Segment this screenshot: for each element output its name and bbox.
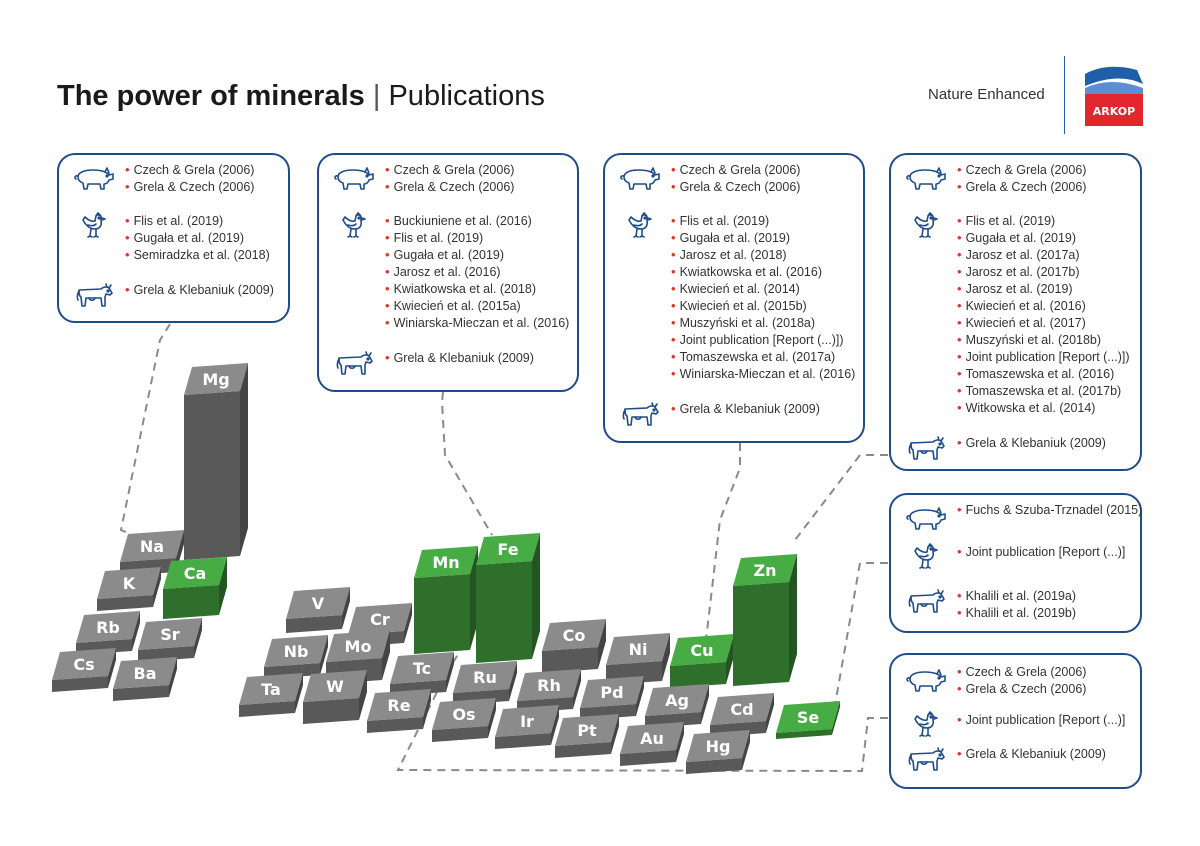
- reference-text: Flis et al. (2019): [133, 214, 224, 228]
- reference-item: [125, 161, 254, 179]
- tile-label: Sr: [160, 625, 180, 644]
- pig-icon: [903, 505, 949, 533]
- reference-text: Flis et al. (2019): [393, 231, 484, 245]
- bullet: •: [957, 179, 962, 194]
- tile-label: Ru: [473, 668, 497, 687]
- tile-front: [542, 647, 598, 673]
- element-tile-fe: [476, 533, 540, 663]
- bullet: •: [957, 162, 962, 177]
- poultry-icon: [903, 711, 949, 739]
- reference-item: [957, 314, 1086, 332]
- element-tile-au: [620, 722, 684, 766]
- reference-item: [671, 246, 787, 264]
- reference-text: Witkowska et al. (2014): [965, 401, 1096, 415]
- bullet: •: [957, 435, 962, 450]
- reference-text: Jarosz et al. (2018): [679, 248, 787, 262]
- poultry-icon: [903, 543, 949, 571]
- tile-label: Cs: [73, 655, 95, 674]
- tile-label: Os: [452, 705, 476, 724]
- tile-label: Pd: [600, 683, 624, 702]
- bullet: •: [957, 664, 962, 679]
- cattle-icon: [903, 745, 949, 773]
- reference-text: Grela & Klebaniuk (2009): [965, 436, 1106, 450]
- bullet: •: [957, 544, 962, 559]
- bullet: •: [957, 213, 962, 228]
- tile-label: Mg: [202, 370, 230, 389]
- bullet: •: [385, 247, 390, 262]
- pig-icon: [71, 165, 117, 193]
- bullet: •: [385, 350, 390, 365]
- tile-label: W: [326, 677, 344, 696]
- reference-item: [957, 434, 1106, 452]
- reference-text: Flis et al. (2019): [679, 214, 770, 228]
- element-tile-pt: [555, 714, 619, 758]
- reference-item: [957, 745, 1106, 763]
- reference-text: Winiarska-Mieczan et al. (2016): [393, 316, 570, 330]
- box-ca: [57, 153, 290, 323]
- bullet: •: [957, 332, 962, 347]
- reference-item: [385, 263, 501, 281]
- tile-front: [670, 662, 726, 688]
- tile-front: [184, 391, 240, 560]
- element-tile-ta: [239, 673, 303, 717]
- reference-item: [125, 229, 244, 247]
- reference-item: [957, 365, 1114, 383]
- box-fe-mn: [317, 153, 579, 392]
- pig-icon: [903, 667, 949, 695]
- bullet: •: [671, 401, 676, 416]
- bullet: •: [385, 264, 390, 279]
- reference-text: Gugała et al. (2019): [133, 231, 245, 245]
- reference-item: [125, 212, 223, 230]
- tile-label: Cu: [690, 641, 714, 660]
- reference-text: Grela & Czech (2006): [133, 180, 255, 194]
- bullet: •: [957, 746, 962, 761]
- reference-text: Czech & Grela (2006): [133, 163, 255, 177]
- element-tile-hg: [686, 730, 750, 774]
- element-tile-ca: [163, 557, 227, 619]
- reference-text: Grela & Klebaniuk (2009): [965, 747, 1106, 761]
- tile-label: Hg: [705, 737, 731, 756]
- tile-label: Rh: [537, 676, 561, 695]
- element-tile-ag: [645, 684, 709, 728]
- tile-label: Ir: [520, 712, 534, 731]
- reference-item: [671, 212, 769, 230]
- element-tile-nb: [264, 635, 328, 679]
- reference-item: [385, 314, 569, 332]
- tile-label: Zn: [753, 561, 777, 580]
- reference-item: [957, 543, 1125, 561]
- reference-text: Flis et al. (2019): [965, 214, 1056, 228]
- reference-item: [957, 178, 1086, 196]
- element-tile-ba: [113, 657, 177, 701]
- bullet: •: [671, 179, 676, 194]
- reference-text: Grela & Czech (2006): [965, 180, 1087, 194]
- reference-item: [385, 349, 534, 367]
- bullet: •: [957, 383, 962, 398]
- reference-item: [125, 178, 254, 196]
- reference-item: [385, 161, 514, 179]
- bullet: •: [957, 605, 962, 620]
- bullet: •: [385, 281, 390, 296]
- cattle-icon: [903, 434, 949, 462]
- bullet: •: [957, 298, 962, 313]
- element-tile-pd: [580, 676, 644, 720]
- bullet: •: [957, 230, 962, 245]
- element-tile-mn: [414, 546, 478, 654]
- element-tile-w: [303, 670, 367, 724]
- reference-text: Jarosz et al. (2019): [965, 282, 1073, 296]
- reference-text: Tomaszewska et al. (2017a): [679, 350, 836, 364]
- bullet: •: [671, 230, 676, 245]
- reference-item: [385, 229, 483, 247]
- reference-text: Joint publication [Report (...)]): [679, 333, 844, 347]
- reference-item: [671, 314, 815, 332]
- bullet: •: [671, 366, 676, 381]
- reference-item: [957, 331, 1101, 349]
- bullet: •: [125, 230, 130, 245]
- tile-label: Ca: [183, 564, 207, 583]
- tile-label: Nb: [283, 642, 309, 661]
- reference-text: Kwiecień et al. (2014): [679, 282, 800, 296]
- reference-item: [957, 229, 1076, 247]
- reference-text: Jarosz et al. (2017b): [965, 265, 1080, 279]
- bullet: •: [385, 179, 390, 194]
- bullet: •: [385, 298, 390, 313]
- poultry-icon: [617, 212, 663, 240]
- reference-item: [385, 178, 514, 196]
- reference-text: Buckiuniene et al. (2016): [393, 214, 532, 228]
- reference-text: Kwiatkowska et al. (2016): [679, 265, 822, 279]
- reference-item: [671, 263, 822, 281]
- bullet: •: [957, 712, 962, 727]
- box-se: [889, 653, 1142, 789]
- tile-label: Cd: [730, 700, 754, 719]
- tile-label: Re: [387, 696, 411, 715]
- reference-item: [957, 604, 1076, 622]
- element-tile-v: [286, 587, 350, 633]
- reference-item: [385, 246, 504, 264]
- element-tile-co: [542, 619, 606, 673]
- reference-text: Kwiecień et al. (2016): [965, 299, 1086, 313]
- element-tile-mg: [184, 363, 248, 560]
- tile-label: Se: [796, 708, 820, 727]
- reference-item: [385, 297, 521, 315]
- element-tile-k: [97, 567, 161, 611]
- box-cu: [603, 153, 865, 443]
- tile-label: Na: [139, 537, 165, 556]
- bullet: •: [125, 247, 130, 262]
- reference-item: [671, 229, 790, 247]
- bullet: •: [125, 282, 130, 297]
- box-zn-2: [889, 493, 1142, 633]
- bullet: •: [957, 502, 962, 517]
- reference-item: [671, 161, 800, 179]
- reference-text: Gugała et al. (2019): [679, 231, 791, 245]
- logo-text: ARKOP: [1092, 105, 1136, 118]
- pig-icon: [617, 165, 663, 193]
- reference-item: [671, 280, 800, 298]
- reference-item: [671, 348, 835, 366]
- reference-text: Gugała et al. (2019): [393, 248, 505, 262]
- reference-item: [957, 501, 1142, 519]
- reference-item: [385, 212, 532, 230]
- tile-label: K: [122, 574, 136, 593]
- tile-front: [733, 582, 789, 686]
- reference-item: [957, 382, 1121, 400]
- tile-label: Cr: [370, 610, 390, 629]
- reference-text: Grela & Czech (2006): [679, 180, 801, 194]
- bullet: •: [385, 213, 390, 228]
- reference-text: Joint publication [Report (...)]): [965, 350, 1130, 364]
- element-tile-cd: [710, 693, 774, 737]
- reference-text: Semiradzka et al. (2018): [133, 248, 270, 262]
- cattle-icon: [331, 349, 377, 377]
- element-tile-os: [432, 698, 496, 742]
- bullet: •: [671, 213, 676, 228]
- bullet: •: [957, 315, 962, 330]
- element-tile-cs: [52, 648, 116, 692]
- tile-front: [414, 574, 470, 654]
- tile-label: Mn: [432, 553, 460, 572]
- tile-label: Ag: [665, 691, 689, 710]
- tile-label: Rb: [96, 618, 120, 637]
- reference-text: Grela & Klebaniuk (2009): [133, 283, 274, 297]
- bullet: •: [671, 298, 676, 313]
- bullet: •: [385, 162, 390, 177]
- poultry-icon: [71, 212, 117, 240]
- poultry-icon: [903, 212, 949, 240]
- page-title: The power of minerals | Publications: [57, 80, 545, 112]
- reference-item: [671, 331, 844, 349]
- reference-item: [385, 280, 536, 298]
- reference-text: Joint publication [Report (...)]: [965, 713, 1126, 727]
- bullet: •: [671, 281, 676, 296]
- bullet: •: [957, 281, 962, 296]
- bullet: •: [957, 681, 962, 696]
- reference-item: [957, 711, 1125, 729]
- reference-item: [957, 399, 1095, 417]
- tile-label: Au: [640, 729, 664, 748]
- bullet: •: [671, 315, 676, 330]
- reference-item: [957, 587, 1076, 605]
- reference-item: [957, 161, 1086, 179]
- tile-side: [240, 363, 248, 556]
- reference-item: [957, 663, 1086, 681]
- bullet: •: [671, 264, 676, 279]
- reference-text: Grela & Klebaniuk (2009): [679, 402, 820, 416]
- reference-item: [125, 281, 274, 299]
- cattle-icon: [903, 587, 949, 615]
- bullet: •: [957, 366, 962, 381]
- element-tile-sr: [138, 618, 202, 662]
- tile-label: Mo: [344, 637, 372, 656]
- element-tile-zn: [733, 554, 797, 686]
- reference-item: [957, 280, 1073, 298]
- cattle-icon: [617, 400, 663, 428]
- tile-label: V: [311, 594, 325, 613]
- reference-text: Jarosz et al. (2016): [393, 265, 501, 279]
- reference-text: Khalili et al. (2019a): [965, 589, 1077, 603]
- bullet: •: [957, 349, 962, 364]
- reference-text: Grela & Klebaniuk (2009): [393, 351, 534, 365]
- bullet: •: [125, 162, 130, 177]
- reference-text: Grela & Czech (2006): [393, 180, 515, 194]
- reference-item: [671, 365, 855, 383]
- box-zn: [889, 153, 1142, 471]
- bullet: •: [957, 264, 962, 279]
- bullet: •: [957, 247, 962, 262]
- reference-text: Muszyński et al. (2018b): [965, 333, 1102, 347]
- element-tile-se: [776, 701, 840, 739]
- element-tile-rb: [76, 611, 140, 655]
- reference-text: Gugała et al. (2019): [965, 231, 1077, 245]
- tile-label: Ta: [261, 680, 281, 699]
- element-tile-ru: [453, 661, 517, 705]
- tile-label: Co: [562, 626, 586, 645]
- reference-item: [957, 680, 1086, 698]
- reference-item: [957, 348, 1130, 366]
- tile-front: [163, 585, 219, 619]
- bullet: •: [385, 230, 390, 245]
- bullet: •: [671, 162, 676, 177]
- element-tile-tc: [390, 652, 454, 696]
- poultry-icon: [331, 212, 377, 240]
- reference-item: [957, 246, 1080, 264]
- reference-text: Czech & Grela (2006): [393, 163, 515, 177]
- reference-item: [671, 297, 807, 315]
- reference-text: Muszyński et al. (2018a): [679, 316, 816, 330]
- bullet: •: [125, 179, 130, 194]
- pig-icon: [331, 165, 377, 193]
- reference-text: Tomaszewska et al. (2017b): [965, 384, 1122, 398]
- reference-text: Kwiatkowska et al. (2018): [393, 282, 536, 296]
- reference-item: [957, 263, 1080, 281]
- reference-item: [671, 178, 800, 196]
- bullet: •: [671, 247, 676, 262]
- reference-text: Grela & Czech (2006): [965, 682, 1087, 696]
- reference-text: Joint publication [Report (...)]: [965, 545, 1126, 559]
- reference-text: Kwiecień et al. (2017): [965, 316, 1086, 330]
- tile-label: Fe: [497, 540, 519, 559]
- reference-text: Czech & Grela (2006): [965, 163, 1087, 177]
- reference-item: [957, 212, 1055, 230]
- tile-label: Ba: [133, 664, 157, 683]
- reference-text: Tomaszewska et al. (2016): [965, 367, 1115, 381]
- tile-label: Pt: [577, 721, 597, 740]
- reference-item: [957, 297, 1086, 315]
- bullet: •: [957, 400, 962, 415]
- reference-text: Kwiecień et al. (2015b): [679, 299, 807, 313]
- element-tile-cu: [670, 634, 734, 688]
- pig-icon: [903, 165, 949, 193]
- tile-front: [303, 698, 359, 724]
- reference-text: Czech & Grela (2006): [679, 163, 801, 177]
- tile-label: Tc: [412, 659, 432, 678]
- reference-item: [671, 400, 820, 418]
- reference-text: Khalili et al. (2019b): [965, 606, 1077, 620]
- tile-front: [476, 561, 532, 663]
- tagline: Nature Enhanced: [928, 86, 1045, 103]
- reference-text: Fuchs & Szuba-Trznadel (2015): [965, 503, 1143, 517]
- bullet: •: [957, 588, 962, 603]
- reference-text: Jarosz et al. (2017a): [965, 248, 1080, 262]
- bullet: •: [125, 213, 130, 228]
- reference-text: Czech & Grela (2006): [965, 665, 1087, 679]
- bullet: •: [385, 315, 390, 330]
- reference-text: Kwiecień et al. (2015a): [393, 299, 521, 313]
- element-tile-ir: [495, 705, 559, 749]
- bullet: •: [671, 349, 676, 364]
- bullet: •: [671, 332, 676, 347]
- reference-text: Winiarska-Mieczan et al. (2016): [679, 367, 856, 381]
- element-tile-re: [367, 689, 431, 733]
- tile-label: Ni: [628, 640, 648, 659]
- reference-item: [125, 246, 270, 264]
- cattle-icon: [71, 281, 117, 309]
